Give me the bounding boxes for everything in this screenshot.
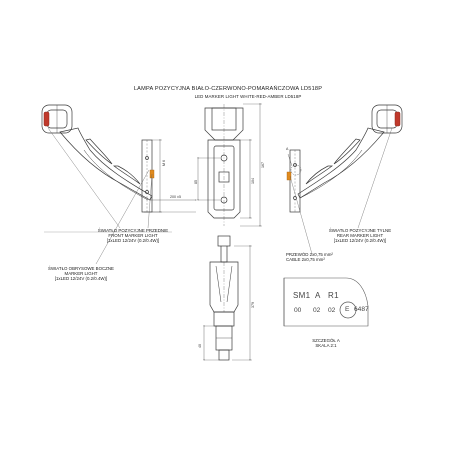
center-bottom-view [204, 236, 252, 360]
drawing-subtitle: LED MARKER LIGHT WHITE-RED-AMBER LD518P [194, 94, 302, 99]
callout-side-marker [44, 266, 118, 282]
callout-cable-line1: PRZEWÓD 2x0,75 mm² [286, 252, 333, 257]
callout-cable [286, 252, 333, 262]
callout-rear-line3: [1xLED 12/24V (0.2/0.4W)] [333, 238, 387, 244]
callout-rear-line2: REAR MARKER LIGHT [336, 233, 384, 239]
detail-a-caption-line2: SKALA 2:1 [315, 343, 337, 349]
right-lens-red [395, 112, 400, 126]
center-top-view [198, 104, 262, 226]
dim-cable-length: 379 [251, 302, 255, 308]
callout-cable-line2: CABLE 2x0,75 mm² [286, 257, 325, 263]
callout-rear-line1: ŚWIATŁO POZYCYJNE TYLNE [328, 228, 392, 233]
callout-front-line2: FRONT MARKER LIGHT [108, 233, 158, 239]
callout-side-line2: MARKER LIGHT [64, 271, 98, 277]
left-lens-red [44, 112, 49, 126]
detail-a-nameplate [284, 278, 368, 326]
nameplate-row1-col3: R1 [328, 291, 339, 300]
dim-base-width: 200 ±5 [170, 195, 181, 199]
dim-hole-spacing: 85 [194, 180, 198, 184]
right-side-lens-amber [287, 172, 291, 180]
approval-mark-letter: E [345, 306, 350, 313]
nameplate-row2-col1: 00 [294, 307, 302, 314]
dim-thread: M 6 [162, 160, 166, 166]
detail-a-letter: A [286, 147, 289, 151]
approval-number: 6487 [354, 306, 369, 313]
dim-hole-dia: 40 [198, 344, 202, 348]
detail-a-caption [306, 338, 346, 348]
callout-side-line1: ŚWIATŁO OBRYSOWE BOCZNE [48, 266, 114, 271]
dim-length: 104 [251, 178, 255, 184]
right-lamp-view [287, 105, 402, 212]
dim-height: 167 [261, 162, 265, 168]
detail-a-caption-line1: SZCZEGÓŁ A [312, 338, 340, 343]
nameplate-row1-col1: SM1 [293, 291, 311, 300]
callout-rear-marker [316, 228, 404, 244]
callout-front-line3: [1xLED 12/24V (0.2/0.4W)] [106, 238, 160, 244]
callout-side-line3: [1xLED 12/24V (0.2/0.4W)] [54, 276, 108, 282]
drawing-title: LAMPA POZYCYJNA BIAŁO-CZERWONO-POMARAŃCZOWA LD518P [133, 86, 323, 92]
callout-front-marker [88, 228, 178, 244]
nameplate-row1-col2: A [315, 291, 321, 300]
nameplate-row2-col2: 02 [313, 307, 321, 314]
callout-front-line1: ŚWIATŁO POZYCYJNE PRZEDNIE [97, 228, 169, 233]
nameplate-row2-col3: 02 [328, 307, 336, 314]
